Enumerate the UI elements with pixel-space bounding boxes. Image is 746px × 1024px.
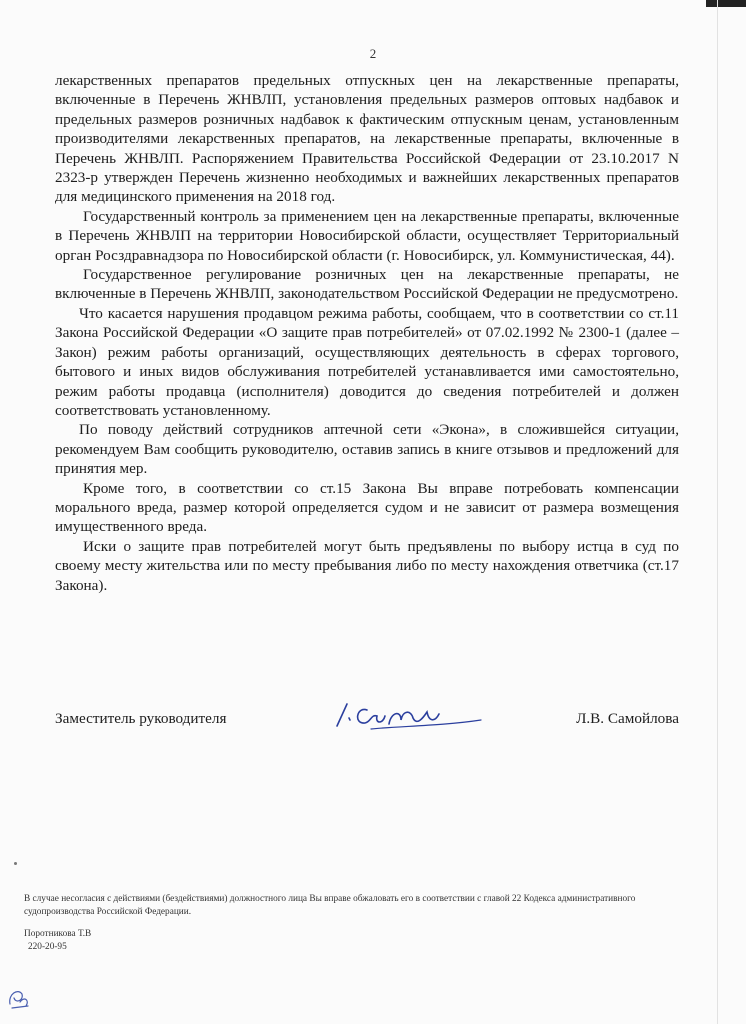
- handwritten-signature: [331, 696, 491, 736]
- scan-speck: [14, 862, 17, 865]
- executor-phone: 220-20-95: [28, 942, 67, 952]
- executor-info: [24, 928, 91, 954]
- signature-block: [55, 708, 679, 738]
- paragraph-working-hours: Что касается нарушения продавцом режима работы, сообщаем, что в соответствии со ст.11 Закона Российской Федерации «О защите прав потребителей» от 07.02.1992 № 2300-1 (далее – Закон) режим работы организаций, осуществляющих деятельность в сферах торгового, бытового и иных видов обслуживания потребителей устанавливается ими самостоятельно, режим работы продавца (исполнителя) доводится до сведения потребителей и должен соответствовать установленному.: [55, 304, 679, 419]
- page-number: 2: [369, 46, 377, 61]
- scan-border-line: [717, 0, 718, 1024]
- signatory-position: Заместитель руководителя: [55, 710, 227, 727]
- appeal-footnote: В случае несогласия с действиями (бездействиями) должностного лица Вы вправе обжаловать его в соответствии с главой 22 Кодекса административного судопроизводства Российской Федерации.: [24, 894, 636, 917]
- scan-edge-mark: [706, 0, 746, 7]
- letter-body: [55, 71, 679, 595]
- executor-name: Поротникова Т.В: [24, 929, 92, 939]
- paragraph-moral-damage: Кроме того, в соответствии со ст.15 Закона Вы вправе потребовать компенсации морального вреда, размер которой определяется судом и не зависит от размера возмещения имущественного вреда.: [55, 479, 679, 536]
- paragraph-staff-actions: По поводу действий сотрудников аптечной сети «Экона», в сложившейся ситуации, рекомендуем Вам сообщить руководителю, оставив запись в книге отзывов и предложений для принятия мер.: [55, 421, 679, 478]
- paragraph-continuation: лекарственных препаратов предельных отпускных цен на лекарственные препараты, включенные в Перечень ЖНВЛП, установления предельных размеров оптовых надбавок и предельных размеров розничных надбавок к фактическим отпускным ценам, установленным производителями лекарственных препаратов, на лекарственные препараты, включенные в Перечень ЖНВЛП. Распоряжением Правительства Российской Федерации от 23.10.2017 N 2323-р утвержден Перечень жизненно необходимых и важнейших лекарственных препаратов для медицинского применения на 2018 год.: [55, 72, 679, 206]
- paragraph-lawsuits: Иски о защите прав потребителей могут быть предъявлены по выбору истца в суд по своему месту жительства или по месту пребывания либо по месту нахождения ответчика (ст.17 Закона).: [55, 537, 679, 594]
- paragraph-price-control: Государственный контроль за применением цен на лекарственные препараты, включенные в Перечень ЖНВЛП на территории Новосибирской области, осуществляет Территориальный орган Росздравнадзора по Новосибирской области (г. Новосибирск, ул. Коммунистическая, 44).: [55, 207, 679, 264]
- paragraph-price-regulation: Государственное регулирование розничных цен на лекарственные препараты, не включенные в Перечень ЖНВЛП, законодательством Российской Федерации не предусмотрено.: [55, 266, 679, 303]
- handwritten-mark: [4, 982, 34, 1012]
- signatory-name: Л.В. Самойлова: [576, 710, 679, 727]
